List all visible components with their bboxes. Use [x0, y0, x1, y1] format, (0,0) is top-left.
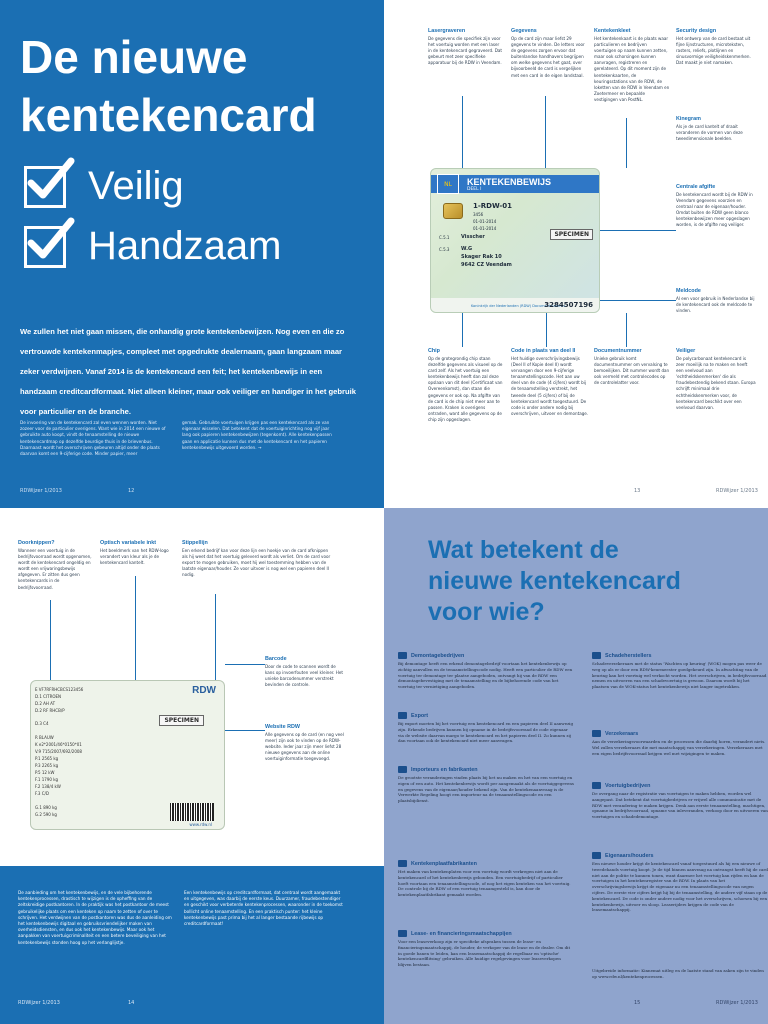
card-row: P.3 2265 kg [35, 763, 59, 768]
section-text: Aan de verzekeringsvoorwaarden en de processen die daarbij horen, verandert niets. Wel zullen verzekeraars die met maatschappij van verzekeringen. Verzekeraars met een eigen bedrijfsvoorraad krijgen wel met wijzigingen te maken. [592, 739, 766, 756]
title-line-1: De nieuwe [20, 31, 248, 83]
annotation-text: Wanneer een voertuig in de bedrijfsvoorraad wordt opgenomen, wordt de kentekencard ongeldig en wordt een vrijwaringsbewijs afgegeven. Er zitten dus geen kentekencards in de bedrijfsvoorraad. [18, 548, 92, 590]
annotation-chip [428, 348, 506, 423]
annotation-documentnummer [594, 348, 670, 386]
page-title [428, 535, 681, 628]
page-title [20, 28, 317, 144]
card-footer-text: Koninkrijk der Nederlanden (RDW) Documentnummer [471, 304, 566, 308]
card-website: www.rdw.nl [189, 822, 212, 827]
section-text: De grootste veranderingen vinden plaats bij het nu maken en het van een voertuig en eigen of een auto. Het kentekenbewijs wordt per aangemaakt als de voertuiggegevens en gegevens van de eigenaar/houder bekend zijn. Van de kentekenaanvraag is de Verwerkte Regeling hoogt een importeur na de tenaamstellingscode en een plaatsbijdienst. [398, 775, 574, 804]
globe-icon [398, 766, 407, 773]
barcode-icon [170, 803, 214, 821]
annotation-title: Kinegram [676, 116, 701, 122]
leader-line [545, 96, 546, 168]
annotation-title: Stippellijn [182, 540, 208, 546]
annotation-text: De kentekencard wordt bij de RDW in Veendam gegevens voorzien en centraal naar de eigenaar/houder. Omdat buiten de RDW geen blanco kentekenbewijzen meer opgeslagen worden, is de afgifte nog veiliger. [676, 192, 753, 228]
annotation-title: Doorknippen? [18, 540, 55, 546]
card-row: R BLAUW [35, 735, 54, 740]
page-number: 12 [128, 488, 135, 494]
section-schadeherstellers [592, 652, 768, 690]
section-title: Lease- en financieringsmaatschappijen [411, 930, 512, 937]
section-text: Bij demontage heeft een erkend demontagebedrijf voortaan het kentekenbewijs op zichtig aanvullen en de tenaamstellingscode nodig. Heeft een particulier de RDW een voertuig ter demontage ter plaatse aangeboden, ontvangt hij van de RDW een demontagebevestiging met de tenaamstelling en de bijbehorende code van het voertuig ter vernietiging aangeboden. [398, 661, 573, 690]
leader-line [462, 313, 463, 347]
card-name: W.G [461, 246, 473, 252]
annotation-title: Code in plaats van deel II [511, 348, 576, 354]
country-code: NL [444, 181, 452, 188]
card-title: KENTEKENBEWIJS [467, 177, 552, 187]
card-date-1: 01-01-2014 [473, 219, 497, 224]
checkbox-icon [24, 166, 66, 208]
page-number: 15 [634, 1000, 641, 1006]
leader-line [546, 313, 547, 347]
section-text: Voor een leaseverkoop zijn er specifieke afspraken tussen de lease- en financieringsmaatschappij, de houder, de verkoper van de lease en de dealer. Om dit in goede banen te leiden, kan een leasemaatschappij de regelbaar en 'optische' kentekencardflitsing' gebruiken. Alle huidige regelgevingen voor leaseverkopen blijven bestaan. [398, 939, 571, 968]
section-title: Demontagebedrijven [411, 652, 465, 659]
annotation-kinegram [676, 116, 756, 142]
title-line-2: kentekencard [20, 89, 317, 141]
section-title: Schadeherstellers [605, 652, 652, 659]
leader-line [50, 600, 51, 680]
section-meer-informatie [592, 968, 768, 980]
coins-icon [398, 930, 407, 937]
leader-line [225, 730, 265, 731]
card-number: 3456 [473, 212, 484, 217]
annotation-text: Een erkend bedrijf kan voor deze lijn een hoekje van de card afknippen als hij weet dat het voertuig geleverd wordt als verliet. Om de card voor export te mogen gebruiken, moet hij wel toestemming hebben van de laatste eigenaar/houder. Ze voor uitvoer is nog wel een papieren deel II nodig. [182, 548, 331, 578]
rdw-logo: RDW [192, 685, 216, 696]
check-label-veilig: Veilig [88, 164, 184, 208]
annotation-kentekenkleet [594, 28, 670, 103]
section-title: Voertuigbedrijven [605, 782, 651, 789]
section-title: Importeurs en fabrikanten [411, 766, 478, 773]
card-row: P.5 12 kW [35, 770, 55, 775]
intro-paragraph: We zullen het niet gaan missen, die onhandig grote kentekenbewijzen. Nog even en die zo vertrouwde kentekenmapjes, compleet met opgedrukte dealernaam, gaan langzaam maar zeker verdwijnen. Vanaf 2014 is de kentekencard een feit; het kentekenbewijs in een handzaam creditcardformaat. Niet alleen kleiner, maar ook veiliger en handiger in het gebruik voor particulier en de branche. [20, 327, 356, 416]
annotation-title: Veiliger [676, 348, 696, 354]
card-row: V.9 715/2007/692/2008 [35, 749, 82, 754]
leader-line [462, 96, 463, 170]
card-city: 9642 CZ Veendam [461, 262, 512, 268]
section-eigenaars-houders [592, 852, 768, 913]
annotation-title: Security design [676, 28, 717, 34]
annotation-text: De polycarbonaat kentekencard is zeer moeilijk na te maken en heeft een veelvoud aan 'echtheidskenmerken' die als fraudebestendig bekend staan. Europa schrijft minimaal drie echtheidskenmerken voor, de kentekencard beschikt over een veelvoud daarvan. [676, 356, 756, 410]
check-veilig [24, 164, 184, 209]
section-voertuigbedrijven [592, 782, 768, 820]
page-number: 14 [128, 1000, 135, 1006]
annotation-title: Chip [428, 348, 440, 354]
card-row: F.3 C/D [35, 791, 49, 796]
section-kentekenplaatfabrikanten [398, 860, 574, 898]
eu-flag-icon [437, 174, 459, 194]
annotation-text: Al een voor gebruik in Nederlandse bij de kentekencard ook de meldcode te vinden. [676, 296, 755, 314]
annotation-text: Unieke gebruik komt documentnummer om vervalsing te bemoeilijken. Dit nummer wordt dan ook vermeld met controlecodes op de controlelatter voor. [594, 356, 670, 386]
annotation-barcode [265, 656, 345, 688]
card-row: K e2*2001/46*0150*01 [35, 742, 82, 747]
folio: RDWijzer 1/2013 [716, 1000, 758, 1006]
check-handzaam [24, 224, 281, 269]
leader-line [135, 576, 136, 680]
title-line-2: nieuwe kentekencard [428, 567, 681, 595]
annotation-title: Website RDW [265, 724, 300, 730]
card-row: G.2 590 kg [35, 812, 57, 817]
leader-line [626, 313, 627, 347]
card-row: D.3 C4 [35, 721, 49, 726]
annotation-title: Barcode [265, 656, 287, 662]
section-demontagebedrijven [398, 652, 574, 690]
leader-line [600, 230, 676, 231]
section-export [398, 712, 574, 744]
section-importeurs [398, 766, 574, 804]
folio: RDWijzer 1/2013 [18, 1000, 60, 1006]
annotation-security-design [676, 28, 756, 66]
card-row: F.1 1790 kg [35, 777, 59, 782]
annotation-text: Het huidige overschrijvingsbewijs (Deel II of Kopie deel II) wordt vervangen door een 9-cijferige tenaamstellingscode. Het aan uw deel van de code (4 cijfers) wordt bij de tenaamstelling verstrekt, het tweede deel (5 cijfers) of bij de kentekencard wordt toegestuurd. De code is onder andere nodig bij overschrijven, uitvoer en demontage. [511, 356, 589, 416]
leader-line [215, 594, 216, 680]
body-column-1: De aanbieding om het kentekenbewijs, en de vele bijbehorende kentekenprocessen, drastisch te wijzigen is de opheffing van de zeltskreidige postkantoren. In de praktijk was het postkantoor de meest gebruikelijke plaats om een kenteken op naam te zetten of over te schrijven. Het verdwijnen van de postkantoren was dus de aanleiding om het kentekenbewijs digitaal en gebruiksvriendelijker maken van overheidsdiensten, en dus ook het kentekenbewijs. Maar ook het aanpakken van voertuigcriminaliteit en een betere beveiliging van het kentekenbewijs stonden hoog op het verlanglijstje. [18, 890, 172, 945]
annotation-meldcode [676, 288, 756, 314]
leader-line [600, 300, 676, 301]
title-line-3: voor wie? [428, 598, 545, 626]
annotation-text: Het ontwerp van de card bestaat uit fijne lijnstructuren, microteksten, rasters, reliefs, plotlijnen en sinusvormige veiligheidskenmerken. Dat maakt je niet namaken. [676, 36, 751, 66]
annotation-title: Centrale afgifte [676, 184, 716, 190]
annotation-stippellijn [182, 540, 332, 578]
annotation-veiliger [676, 348, 756, 411]
annotation-text: Het kentekenkaart is de plaats waar particulieren en bedrijven voertuigen op naam kunnen zetten, maar ook schorsingen kunnen aanvragen, registreren en gerelateerd. Op dit moment zijn de kentekenkaarten, de keuringsstations van de RDW, de loketten van de RDW in Veendam en Zoetermeer en bepaalde vestigingen van PostNL. [594, 36, 670, 102]
body-column-2: gemak. Gebruikte voertuigen krijgen pas een kentekencard als ze van eigenaar wisselen. Dat betekent dat de voertuiginrichting nog vijf jaar lang ook papieren kentekenbewijzen (tegenkomt). Alle kentekenpassen gaan en applicatie kunnen dus met de kentekencard en het papieren kentekenbewijs uitgevoerd worden. → [182, 420, 332, 450]
card-row: P.1 2565 kg [35, 756, 59, 761]
kentekencard-front [430, 168, 600, 313]
kentekencard-back [30, 680, 225, 830]
page-12 [0, 0, 384, 508]
annotation-website [265, 724, 345, 762]
chip-icon [443, 203, 463, 219]
body-column-1: De invoering van de kentekencard zal even wennen worden. Niet zozeer voor de particulier overigens. Want wie in 2014 een nieuwe of gebruikte auto koopt, vindt de tenaamstelling de nieuwe kentekencardmap op dezelfde beurdige thuis in de brievenbus. Daarnaast wordt het overschrijven gebeuren altijd onder de plaats daarvan komt een 9-cijferige code. Minder papier, meer [20, 420, 166, 457]
annotation-title: Kentekenkleet [594, 28, 631, 34]
card-row: D.2 AH AT [35, 701, 56, 706]
annotation-title: Documentnummer [594, 348, 642, 354]
annotation-optisch-variabele-inkt [100, 540, 176, 566]
card-plate: 1-RDW-01 [473, 202, 513, 210]
card-street: Skager Rak 10 [461, 254, 502, 260]
card-date-2: 01-01-2014 [473, 226, 497, 231]
annotation-text: Op de grotegrondig chip staan dezelfde gegevens als visueel op de card zelf. Als het voertuig een kentekenbewijs heeft dan zal deze opslaan van dit deel (Certificaat van Overeenkomst), dan staan die gegevens er ook op. Na afgifte van de card is de chip niet meer aan te passen. Kraken is overigens ontraden, want alle gegevens op de chip zijn opgeslagen. [428, 356, 503, 422]
annotation-text: Alle gegevens op de card (en nog veel meer) zijn ook te vinden op de RDW-website. Ieder jaar zijn meer liefst 28 nieuwe gegevens aan de online voertuiginformatie toegevoegd. [265, 732, 344, 762]
annotation-doorknippen [18, 540, 94, 591]
truck-icon [398, 652, 407, 659]
car-icon [592, 782, 601, 789]
section-text: Uitgebreide informatie: Kinnemat uitleg en de laatste stand van zaken zijn te vinden op www.rdw.nl/kentekenprocessen. [592, 968, 764, 979]
annotation-title: Optisch variabele inkt [100, 540, 157, 546]
annotation-text: Op de card zijn maar liefst 29 gegevens te vinden. De letters voor de gegevens zorgen ervoor dat buitenlandse handhavers begrijpen om welke gegevens het gaat, over bijvoorbeeld de card is vergelijken met een card in de eigen landstaal. [511, 36, 585, 78]
annotation-title: Meldcode [676, 288, 701, 294]
card-row: G.1 890 kg [35, 805, 57, 810]
card-row: F.2 138/4 kW [35, 784, 61, 789]
section-text: Een nieuwe houder krijgt de kentekencard vanaf toegestuurd als hij een nieuwe of tweedehands voertuig koopt. Je de tijd binnen aanvraag na ontvangst heeft hij de card niet aan de politie te kunnen tonen, want daarmee het voertuig kan rijden en kan de voertuigen in het kentekenregister van de RDW. In plaats van het overschrijvingsbewijs krijgt de eigenaar nu een tenaamstellingscode van negen cijfers. De eerste vier cijfers krijgt hij bij de tenaamstelling, de andere vijf staan op de kentekencard. De code is onder andere nodig voor het overschrijven, schorsen bij een kentekenbewijs, uitvoer en sloop. Leaserijders krijgen de code van de leasemaatschappij. [592, 861, 768, 913]
annotation-text: Het beeldmerk van het RDW-logo verandert van kleur als je de kentekencard kantelt. [100, 548, 169, 566]
section-text: Bij export moeten bij het voertuig een kentekencard en een papieren deel II aanwezig zijn. Erkende bedrijven kunnen bij opname in de bedrijfsvoorraad de code eigenaar via de website daarvan margo te kentekencard en het papieren deel II. Zo kunnen zij dan voortaan ook de kentekencard niet meer aanvragen. [398, 721, 574, 744]
annotation-text: Door de code te scannen wordt de kans op invoerfouten veel kleiner. Het unieke barcodenummer verstrekt bevinden de controle. [265, 664, 343, 688]
check-label-handzaam: Handzaam [88, 224, 282, 268]
leader-line [225, 664, 265, 665]
section-title: Verzekeraars [605, 730, 639, 737]
section-text: De overgang naar de registratie van voertuigen te maken hebben, worden wel aangepast. Dat betekent dat voertuigbedrijven er vrijwel alle communicatie met de RDW met verandering te maken krijgen. Denk aan eerste tenaamstelling, machtigen, opname in bedrijfsvoorraad, opname van inleveranden, verkoop door en uitvoeren van voertuigen en schadedemontage. [592, 791, 768, 820]
annotation-code-deel-ii [511, 348, 589, 417]
umbrella-icon [592, 730, 601, 737]
annotation-title: Lasergraveren [428, 28, 466, 34]
specimen-stamp: SPECIMEN [550, 229, 593, 240]
checkbox-icon [24, 226, 66, 268]
card-part: DEEL I [467, 187, 482, 192]
card-field-code: C.5.1 [439, 235, 450, 240]
annotation-lasergraveren [428, 28, 502, 66]
annotation-title: Gegevens [511, 28, 537, 34]
document-number: 3284507196 [544, 301, 593, 309]
card-row: D.1 CITROEN [35, 694, 62, 699]
body-column-2: Een kentekenbewijs op creditcardformaat, dat centraal wordt aangemaakt en uitgegeven, was daarbij de eerste keus. Duurzamer, fraudebestendiger en geschikt voor verbeterde kentekenprocessen, waaronder in de toekomst bollicht online tenaamstelling. En een praktisch punter: het kleine kentekenbewijs past prima bij het al langer bestaande rijbewijs op creditcardformaat! [184, 890, 343, 927]
section-lease [398, 930, 574, 968]
section-title: Export [411, 712, 429, 719]
annotation-text: De gegevens die specifiek zijn voor het voertuig worden met een laser in de kentekencard gegraveerd. Dat gebeurt met zeer specifieke apparatuur bij de RDW in Veendam. [428, 36, 502, 66]
card-row: D.2 RF RHCB/P [35, 708, 65, 713]
folio: RDWijzer 1/2013 [716, 488, 758, 494]
cross-icon [592, 652, 601, 659]
leader-line [626, 118, 627, 168]
card-icon [398, 860, 407, 867]
plane-icon [398, 712, 407, 719]
card-row: E VF7RFRHCBCS123456 [35, 687, 84, 692]
card-owner: Visscher [461, 234, 485, 240]
section-title: Kentekenplaatfabrikanten [411, 860, 477, 867]
specimen-stamp: SPECIMEN [159, 715, 204, 726]
person-icon [592, 852, 601, 859]
annotation-centrale-afgifte [676, 184, 756, 229]
page-number: 13 [634, 488, 641, 494]
section-text: Het maken van kentekenplaten voor een voertuig wordt verkregen niet aan de kentekencard of het kentekenbewijs gebonden. Een voertuigbedrijf of particulier hoeft voortaan een tenaamstellingscode, of nog het eigen kenteken van het voertuig. De controle bij de RDW of een voertuig tenaamgesteld is, kan door de kentekenplaatfabrikant gemaakt worden. [398, 869, 571, 898]
annotation-text: Als je de card kantelt of draait veranderen de vormen van deze tweedimensionale beelden. [676, 124, 743, 142]
folio: RDWijzer 1/2013 [20, 488, 62, 494]
annotation-gegevens [511, 28, 587, 79]
card-field-code: C.5.3 [439, 247, 450, 252]
title-line-1: Wat betekent de [428, 536, 619, 564]
section-verzekeraars [592, 730, 768, 756]
section-title: Eigenaars/houders [605, 852, 654, 859]
section-text: Schadeverzekeraars met de status 'Wachten op keuring' (WOK) mogen pas weer de weg op als er door een RDW-keurmeester goedgekeurd zijn. In afwachting van de keuring kan het voertuig wel verkocht worden. Het overschrijven, in bedrijfsvoorraad nemen en uitvoeren van een schadevoertuig is gewoon. Daarom wordt bij het plaatsen van de WOK-status het kentekenbewijs niet langer ingetrokken. [592, 661, 767, 690]
